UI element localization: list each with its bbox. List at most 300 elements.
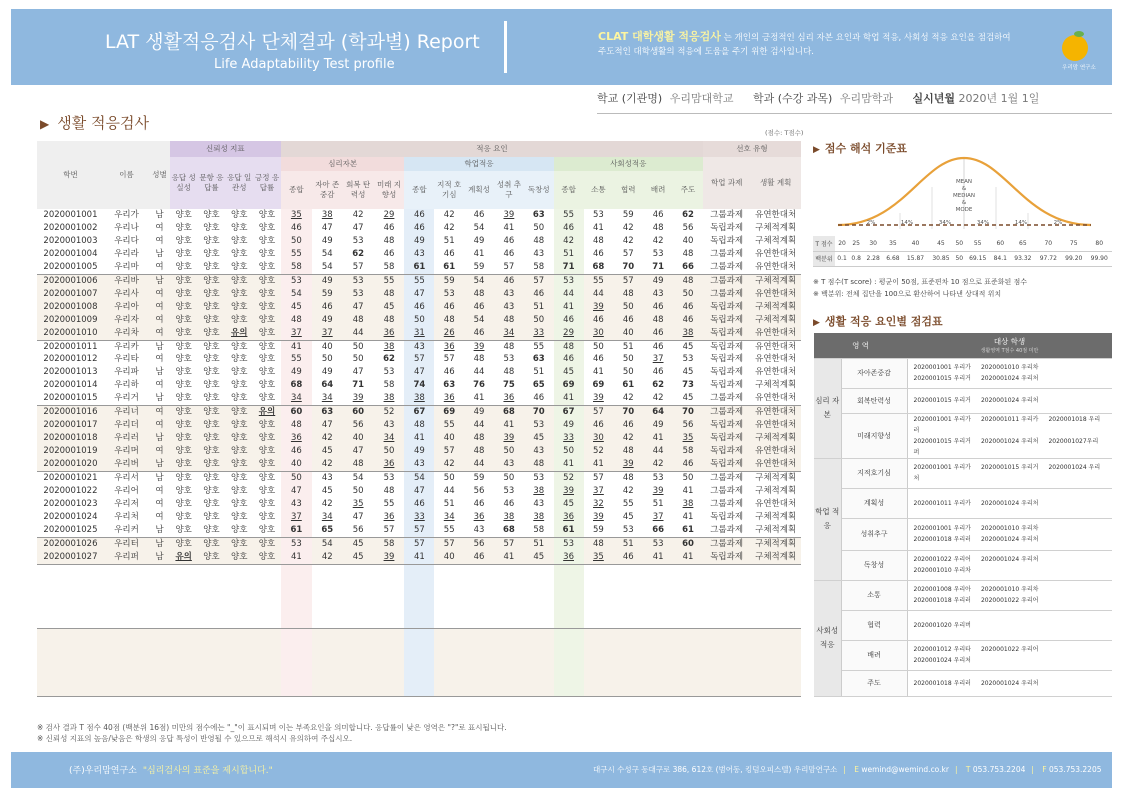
cell-student-name: 우리어 [114, 486, 139, 497]
cell-rel-consistency: 양호 [231, 486, 248, 497]
cell-gender: 남 [155, 210, 164, 220]
cell-rel-sincerity: 양호 [170, 274, 198, 287]
cell-pref-plan: 유연한대처 [750, 406, 801, 419]
cell-student-name: 우리서 [104, 472, 149, 485]
cell-aca-creativity: 43 [533, 248, 545, 259]
tscore-value: 35 [883, 236, 903, 251]
tscore-value: 55 [965, 236, 990, 251]
cell-aca-curiosity: 42 [434, 458, 464, 471]
cell-aca-achievement: 41 [503, 222, 515, 233]
triangle-icon: ▶ [813, 318, 820, 328]
cell-pref-plan: 구체적계획 [755, 222, 797, 233]
tscore-value: 45 [928, 236, 953, 251]
cell-rel-sincerity: 양호 [170, 288, 198, 301]
cell-soc-communication: 69 [592, 380, 605, 391]
cell-soc-total: 41 [554, 458, 584, 471]
cell-student-name: 우리버 [104, 458, 149, 471]
cell-soc-consideration: 48 [652, 222, 664, 233]
triangle-icon: ▶ [813, 145, 820, 155]
factor-student: 2020001018 우리러 [913, 415, 1101, 434]
cell-soc-consideration: 46 [643, 301, 673, 314]
factor-student-line [914, 620, 1113, 631]
cell-rel-response-rate: 양호 [198, 340, 226, 353]
cell-rel-consistency: 양호 [231, 498, 248, 509]
cell-emo-self-esteem: 42 [312, 432, 343, 445]
cell-soc-leadership: 56 [682, 222, 694, 233]
col-header-emo-1: 종합 [281, 171, 312, 209]
empty-cell [434, 628, 464, 696]
empty-cell [703, 628, 750, 696]
cell-student-id: 2020001002 [43, 222, 98, 233]
cell-emo-resilience: 60 [343, 406, 374, 419]
cell-soc-leadership: 56 [673, 419, 703, 432]
cell-aca-achievement: 48 [494, 340, 524, 353]
cell-student-name: 우리하 [114, 380, 139, 391]
cell-soc-total: 46 [554, 222, 584, 235]
cell-aca-planning: 46 [473, 498, 485, 509]
cell-soc-leadership: 35 [673, 432, 703, 445]
cell-rel-response-rate: 양호 [203, 498, 220, 509]
cell-emo-total: 36 [281, 432, 312, 445]
cell-emo-future: 38 [383, 393, 395, 404]
cell-aca-achievement: 46 [503, 235, 515, 246]
cell-emo-resilience: 62 [352, 248, 365, 259]
cell-aca-planning: 48 [464, 288, 494, 301]
cell-aca-curiosity: 53 [434, 288, 464, 301]
cell-pref-task: 그룹과제 [710, 498, 744, 509]
cell-rel-positive-rate: 양호 [258, 498, 276, 509]
cell-emo-resilience: 35 [352, 498, 364, 509]
factor-row [814, 388, 1112, 413]
curve-label-1: MEAN [955, 179, 973, 185]
cell-aca-curiosity: 51 [443, 498, 455, 509]
cell-rel-response-rate: 양호 [198, 537, 226, 550]
col-header-rel-1: 응답 성실성 [170, 157, 198, 209]
cell-rel-response-rate: 양호 [203, 393, 220, 404]
cell-pref-task: 독립과제 [710, 367, 744, 378]
cell-gender: 여 [149, 445, 170, 458]
col-header-rel-2: 문항 응답률 [198, 157, 226, 209]
cell-emo-self-esteem: 47 [312, 419, 343, 432]
cell-soc-communication: 30 [584, 327, 614, 340]
percentile-value: 30.85 [928, 251, 953, 266]
cell-soc-consideration: 62 [652, 380, 665, 391]
cell-emo-future: 57 [383, 524, 395, 535]
cell-pref-task: 독립과제 [703, 432, 750, 445]
cell-soc-leadership: 40 [682, 235, 694, 246]
cell-rel-sincerity: 양호 [170, 327, 198, 340]
cell-pref-task: 독립과제 [703, 419, 750, 432]
cell-emo-future: 29 [383, 210, 395, 220]
cell-soc-total: 41 [554, 392, 584, 405]
factor-student-line [914, 554, 1113, 565]
cell-gender: 남 [149, 537, 170, 550]
tscore-value: 30 [863, 236, 883, 251]
table-row [37, 288, 801, 301]
cell-aca-creativity: 55 [524, 340, 554, 353]
cell-aca-planning: 46 [464, 301, 494, 314]
cell-pref-plan: 유연한대처 [755, 393, 797, 404]
cell-pref-plan: 유연한대처 [755, 367, 797, 378]
cell-emo-resilience: 44 [343, 327, 374, 340]
cell-rel-positive-rate: 양호 [253, 472, 281, 485]
table-row [37, 458, 801, 471]
cell-emo-future: 38 [374, 340, 405, 353]
percentile-value: 15.87 [903, 251, 928, 266]
cell-aca-curiosity: 36 [443, 393, 455, 404]
cell-rel-consistency: 양호 [231, 524, 248, 535]
cell-aca-curiosity: 63 [443, 380, 456, 391]
cell-rel-positive-rate: 양호 [253, 327, 281, 340]
cell-gender: 여 [149, 327, 170, 340]
col-header-pref-2: 생활 계획 [750, 157, 801, 209]
cell-emo-future: 46 [383, 248, 395, 259]
cell-aca-total: 54 [404, 472, 434, 485]
percentile-value: 99.20 [1061, 251, 1086, 266]
cell-soc-communication: 53 [593, 210, 604, 220]
cell-soc-total: 33 [554, 432, 584, 445]
cell-aca-creativity: 58 [533, 524, 545, 535]
cell-pref-task: 그룹과제 [710, 524, 744, 535]
factor-subcategory: 배려 [841, 640, 907, 670]
cell-soc-total: 41 [554, 301, 584, 314]
factor-check-title: ▶ 생활 적응 요인별 점검표 [813, 315, 943, 328]
cell-aca-total: 43 [404, 340, 434, 353]
cell-aca-achievement: 46 [503, 498, 515, 509]
cell-student-name: 우리터 [104, 537, 149, 550]
cell-rel-response-rate: 양호 [198, 419, 226, 432]
empty-cell [198, 628, 226, 696]
cell-emo-resilience: 48 [343, 314, 374, 327]
empty-row [37, 628, 801, 696]
cell-pref-plan: 유연한대처 [750, 288, 801, 301]
cell-aca-achievement: 46 [494, 274, 524, 287]
empty-cell [434, 564, 464, 628]
cell-student-name: 우리머 [104, 445, 149, 458]
cell-pref-plan: 유연한대처 [755, 498, 797, 509]
cell-soc-total: 48 [554, 340, 584, 353]
cell-rel-consistency: 양호 [225, 314, 253, 327]
factor-student: 2020001022 우리어 [913, 556, 971, 563]
group-header-adaptation: 적응 요인 [281, 141, 703, 157]
cell-aca-achievement: 48 [503, 367, 515, 378]
cell-pref-plan: 구체적계획 [750, 274, 801, 287]
cell-student-id: 2020001010 [37, 327, 104, 340]
percentile-value: 97.72 [1036, 251, 1061, 266]
factor-student-line [914, 462, 1113, 484]
cell-soc-communication: 46 [593, 248, 604, 259]
factor-subcategory: 성취추구 [841, 518, 907, 550]
cell-pref-task: 그룹과제 [703, 472, 750, 485]
empty-cell [374, 564, 405, 628]
table-row [37, 248, 801, 261]
cell-emo-total: 49 [281, 366, 312, 379]
cell-aca-curiosity: 36 [434, 340, 464, 353]
cell-soc-total: 69 [554, 379, 584, 392]
cell-aca-planning: 54 [464, 274, 494, 287]
factor-student: 2020001010 우리차 [980, 364, 1039, 371]
empty-cell [750, 564, 801, 628]
cell-pref-task: 독립과제 [710, 235, 744, 246]
curve-label-4: & [961, 200, 967, 206]
cell-soc-total: 52 [554, 472, 584, 485]
cell-soc-leadership: 46 [673, 314, 703, 327]
cell-aca-total: 57 [404, 524, 434, 537]
cell-emo-self-esteem: 34 [321, 511, 333, 522]
cell-soc-consideration: 53 [643, 537, 673, 550]
cell-emo-resilience: 53 [343, 274, 374, 287]
cell-soc-consideration: 66 [652, 524, 665, 535]
cell-gender: 남 [149, 340, 170, 353]
cell-rel-consistency: 양호 [225, 551, 253, 564]
cell-rel-positive-rate: 양호 [258, 367, 276, 378]
cell-aca-total: 38 [404, 392, 434, 405]
cell-rel-positive-rate: 양호 [258, 210, 276, 220]
header-desc-strong: CLAT 대학생활 적응검사 [598, 30, 721, 43]
tscore-value: 75 [1061, 236, 1086, 251]
cell-aca-creativity: 48 [533, 235, 545, 246]
cell-aca-planning: 59 [473, 261, 485, 272]
footer-address: 대구시 수성구 동대구로 386, 612호 (범어동, 킹덤오피스텔) 우리맘연구소 [593, 765, 838, 774]
cell-aca-total: 49 [404, 445, 434, 458]
percent-4: 34% [976, 220, 990, 226]
empty-cell [703, 564, 750, 628]
factor-student: 2020001024 우리처 [980, 437, 1039, 445]
dept-value: 우리맘학과 [839, 92, 893, 105]
cell-emo-resilience: 47 [352, 511, 364, 522]
factor-student: 2020001024 우리처 [980, 536, 1039, 543]
cell-rel-sincerity: 양호 [170, 406, 198, 419]
cell-pref-task: 독립과제 [710, 380, 744, 391]
cell-aca-curiosity: 40 [434, 551, 464, 564]
percentile-value: 99.90 [1086, 251, 1112, 266]
factor-student: 2020001024 우리처 [980, 375, 1039, 382]
cell-emo-future: 55 [374, 274, 405, 287]
factor-row [814, 580, 1112, 610]
cell-rel-positive-rate: 양호 [258, 486, 276, 497]
cell-rel-consistency: 양호 [231, 354, 248, 365]
cell-aca-creativity: 51 [524, 537, 554, 550]
cell-rel-response-rate: 양호 [203, 261, 220, 272]
cell-soc-consideration: 37 [652, 511, 664, 522]
factor-student-line [914, 644, 1113, 655]
cell-student-id: 2020001014 [43, 380, 98, 391]
header-divider [504, 21, 507, 73]
cell-rel-positive-rate: 양호 [258, 380, 276, 391]
cell-soc-total: 46 [554, 314, 584, 327]
subgroup-header-academic: 학업적응 [404, 157, 553, 171]
cell-soc-cooperation: 48 [613, 472, 643, 485]
cell-aca-curiosity: 46 [443, 367, 455, 378]
cell-emo-future: 53 [383, 367, 395, 378]
cell-aca-planning: 39 [464, 340, 494, 353]
cell-aca-planning: 56 [464, 537, 494, 550]
factor-row [814, 670, 1112, 696]
cell-student-name: 우리러 [104, 432, 149, 445]
cell-emo-self-esteem: 49 [312, 314, 343, 327]
logo-text: 우리맘 연구소 [1062, 65, 1096, 71]
table-row [37, 274, 801, 287]
factor-student: 2020001010 우리차 [980, 586, 1039, 593]
cell-emo-self-esteem: 65 [321, 524, 334, 535]
cell-rel-consistency: 양호 [225, 340, 253, 353]
cell-soc-consideration: 48 [643, 314, 673, 327]
factor-subcategory: 회복탄력성 [841, 388, 907, 413]
cell-rel-response-rate: 양호 [198, 406, 226, 419]
footnotes [37, 722, 507, 744]
cell-rel-sincerity: 유의 [170, 551, 198, 564]
percentile-value: 50 [954, 251, 965, 266]
cell-pref-task: 그룹과제 [710, 393, 744, 404]
cell-rel-response-rate: 양호 [203, 248, 220, 259]
cell-aca-planning: 44 [464, 458, 494, 471]
factor-subcategory: 주도 [841, 670, 907, 696]
cell-emo-resilience: 53 [343, 288, 374, 301]
cell-soc-consideration: 39 [652, 486, 664, 497]
cell-aca-planning: 46 [473, 210, 485, 220]
cell-aca-achievement: 50 [494, 445, 524, 458]
cell-pref-task: 그룹과제 [710, 248, 744, 259]
factor-row [814, 358, 1112, 388]
footer-org: (주)우리맘연구소 [69, 766, 137, 776]
cell-soc-cooperation: 46 [613, 419, 643, 432]
cell-emo-resilience: 48 [343, 458, 374, 471]
cell-aca-creativity: 46 [533, 393, 545, 404]
cell-rel-consistency: 양호 [231, 248, 248, 259]
cell-soc-cooperation: 57 [622, 248, 634, 259]
cell-soc-cooperation: 42 [622, 393, 634, 404]
tscore-value: 40 [903, 236, 928, 251]
cell-soc-consideration: 43 [643, 288, 673, 301]
percentile-label: 백분위 [813, 251, 835, 266]
cell-rel-positive-rate: 양호 [258, 393, 276, 404]
empty-cell [170, 628, 198, 696]
cell-rel-response-rate: 양호 [203, 222, 220, 233]
table-row [37, 314, 801, 327]
factor-student-line [914, 534, 1113, 545]
table-row [37, 524, 801, 537]
factor-row [814, 458, 1112, 488]
empty-cell [37, 628, 104, 696]
cell-pref-plan: 유연한대처 [750, 340, 801, 353]
school-value: 우리맘대학교 [669, 92, 734, 105]
factor-category: 사회성 적응 [814, 580, 841, 696]
cell-emo-future: 43 [374, 419, 405, 432]
cell-gender: 여 [149, 406, 170, 419]
cell-pref-plan: 구체적계획 [750, 551, 801, 564]
empty-row [37, 564, 801, 628]
factor-category: 학업 적응 [814, 458, 841, 580]
empty-cell [613, 564, 643, 628]
cell-student-id: 2020001008 [37, 301, 104, 314]
cell-rel-consistency: 양호 [231, 367, 248, 378]
factor-student-line [914, 565, 1113, 576]
cell-soc-cooperation: 70 [613, 406, 643, 419]
cell-emo-future: 36 [383, 511, 395, 522]
cell-emo-future: 48 [383, 235, 395, 246]
cell-emo-total: 35 [281, 209, 312, 222]
cell-aca-curiosity: 46 [443, 248, 455, 259]
cell-aca-creativity: 43 [524, 445, 554, 458]
cell-soc-cooperation: 42 [622, 486, 634, 497]
empty-cell [225, 628, 253, 696]
cell-aca-total: 43 [404, 458, 434, 471]
factor-student: 2020001001 우리가 [913, 364, 971, 371]
date-label: 실시년월 [912, 92, 955, 105]
cell-student-id: 2020001022 [43, 486, 98, 497]
factor-student: 2020001015 우리거 [913, 437, 971, 445]
cell-aca-creativity: 38 [533, 486, 545, 497]
cell-soc-cooperation: 55 [622, 498, 634, 509]
cell-rel-sincerity: 양호 [170, 472, 198, 485]
cell-soc-cooperation: 45 [622, 511, 634, 522]
cell-aca-creativity: 43 [533, 498, 545, 509]
cell-soc-leadership: 48 [682, 248, 694, 259]
percent-6: 2% [1053, 220, 1063, 226]
cell-soc-consideration: 53 [652, 248, 664, 259]
cell-emo-future: 58 [383, 261, 395, 272]
table-row [37, 472, 801, 485]
cell-rel-consistency: 양호 [225, 445, 253, 458]
cell-gender: 남 [155, 248, 164, 259]
footer-email[interactable]: wemind@wemind.co.kr [861, 765, 949, 774]
cell-emo-future: 46 [383, 222, 395, 233]
cell-soc-consideration: 49 [643, 419, 673, 432]
cell-pref-plan: 구체적계획 [755, 380, 797, 391]
cell-aca-planning: 36 [473, 511, 485, 522]
factor-student: 2020001015 우리거 [913, 397, 971, 404]
cell-aca-curiosity: 61 [443, 261, 456, 272]
tscore-row [813, 236, 1112, 251]
cell-gender: 남 [149, 274, 170, 287]
factor-student: 2020001012 우리타 [913, 646, 971, 653]
cell-soc-communication: 59 [593, 524, 604, 535]
factor-students [907, 610, 1112, 640]
date-value: 2020년 1월 1일 [958, 92, 1040, 105]
cell-emo-total: 34 [281, 392, 312, 405]
cell-student-id: 2020001011 [37, 340, 104, 353]
percentile-value: 0.8 [849, 251, 863, 266]
group-header-reliability: 신뢰성 지표 [170, 141, 281, 157]
cell-gender: 남 [155, 367, 164, 378]
cell-rel-positive-rate: 양호 [253, 301, 281, 314]
cell-aca-planning: 49 [464, 406, 494, 419]
cell-student-name: 우리나 [114, 222, 139, 233]
cell-rel-response-rate: 양호 [198, 458, 226, 471]
cell-aca-creativity: 57 [524, 274, 554, 287]
header-banner [11, 9, 1112, 85]
cell-soc-leadership: 45 [682, 367, 694, 378]
apple-icon [1062, 35, 1088, 61]
cell-soc-consideration: 42 [652, 235, 664, 246]
cell-emo-total: 50 [281, 235, 312, 248]
empty-cell [149, 628, 170, 696]
factor-student-line [914, 395, 1113, 406]
empty-cell [37, 564, 104, 628]
cell-aca-creativity: 58 [533, 261, 545, 272]
cell-soc-leadership: 62 [682, 210, 694, 220]
tscore-value: 80 [1086, 236, 1112, 251]
cell-aca-total: 49 [404, 235, 434, 248]
cell-soc-cooperation: 42 [613, 432, 643, 445]
cell-student-id: 2020001012 [43, 354, 98, 365]
cell-aca-creativity: 53 [524, 472, 554, 485]
cell-student-name: 우리퍼 [104, 551, 149, 564]
empty-cell [104, 564, 149, 628]
tscore-value: 50 [954, 236, 965, 251]
cell-soc-communication: 57 [584, 406, 614, 419]
col-header-rel-4: 긍정 응답률 [253, 157, 281, 209]
